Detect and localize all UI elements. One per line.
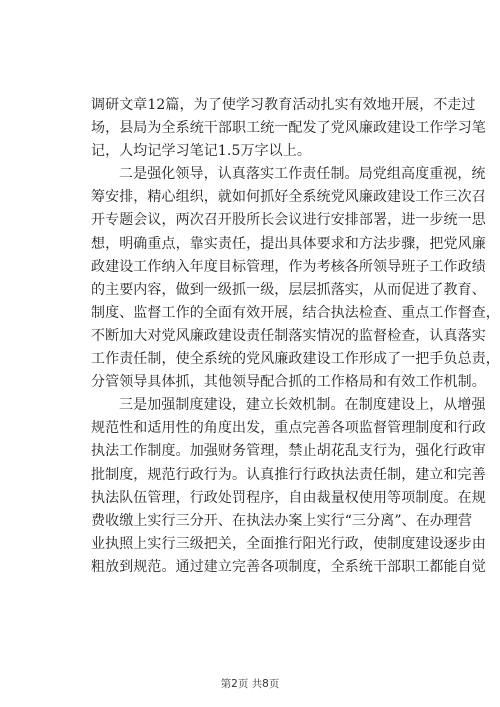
text-line: 规范性和适用性的角度出发，重点完善各项监督管理制度和行政 xyxy=(91,420,486,437)
text-line: 场，县局为全系统干部职工统一配发了党风廉政建设工作学习笔 xyxy=(91,120,486,137)
paragraph-1 xyxy=(91,94,486,163)
text-line: 粗放到规范。通过建立完善各项制度，全系统干部职工都能自觉 xyxy=(91,558,486,575)
text-line: 想，明确重点，靠实责任，提出具体要求和方法步骤，把党风廉 xyxy=(91,235,486,252)
page-number: 第2页 共8页 xyxy=(220,678,280,690)
text-line: 业执照上实行三级把关，全面推行阳光行政，使制度建设逐步由 xyxy=(91,535,486,552)
text-line: 批制度，规范行政行为。认真推行行政执法责任制，建立和完善 xyxy=(91,466,486,483)
text-line: 分管领导具体抓，其他领导配合抓的工作格局和有效工作机制。 xyxy=(91,374,486,391)
text-line: 工作责任制，使全系统的党风廉政建设工作形成了一把手负总责， xyxy=(91,351,500,368)
text-line: 费收缴上实行三分开、在执法办案上实行“三分离”、在办理营 xyxy=(91,512,473,529)
body-text xyxy=(91,94,500,579)
text-line: 制度、监督工作的全面有效开展，结合执法检查、重点工作督查， xyxy=(91,304,500,321)
text-line: 筹安排，精心组织，就如何抓好全系统党风廉政建设工作三次召 xyxy=(91,189,486,206)
paragraph-2 xyxy=(91,163,500,394)
paragraph-3 xyxy=(91,394,486,579)
text-line: 记，人均记学习笔记1.5万字以上。 xyxy=(91,143,311,160)
text-line: 二是强化领导，认真落实工作责任制。局党组高度重视，统 xyxy=(119,166,486,183)
text-line: 政建设工作纳入年度目标管理，作为考核各所领导班子工作政绩 xyxy=(91,258,486,275)
text-line: 开专题会议，两次召开股所长会议进行安排部署，进一步统一思 xyxy=(91,212,486,229)
text-line: 执法工作制度。加强财务管理，禁止胡花乱支行为，强化行政审 xyxy=(91,443,486,460)
text-line: 的主要内容，做到一级抓一级，层层抓落实，从而促进了教育、 xyxy=(91,281,486,298)
text-line: 不断加大对党风廉政建设责任制落实情况的监督检查，认真落实 xyxy=(91,327,486,344)
page-footer xyxy=(0,676,500,691)
text-line: 执法队伍管理，行政处罚程序，自由裁量权使用等项制度。在规 xyxy=(91,489,486,506)
text-line: 调研文章12篇，为了使学习教育活动扎实有效地开展，不走过 xyxy=(91,97,476,113)
text-line: 三是加强制度建设，建立长效机制。在制度建设上，从增强 xyxy=(119,397,486,414)
